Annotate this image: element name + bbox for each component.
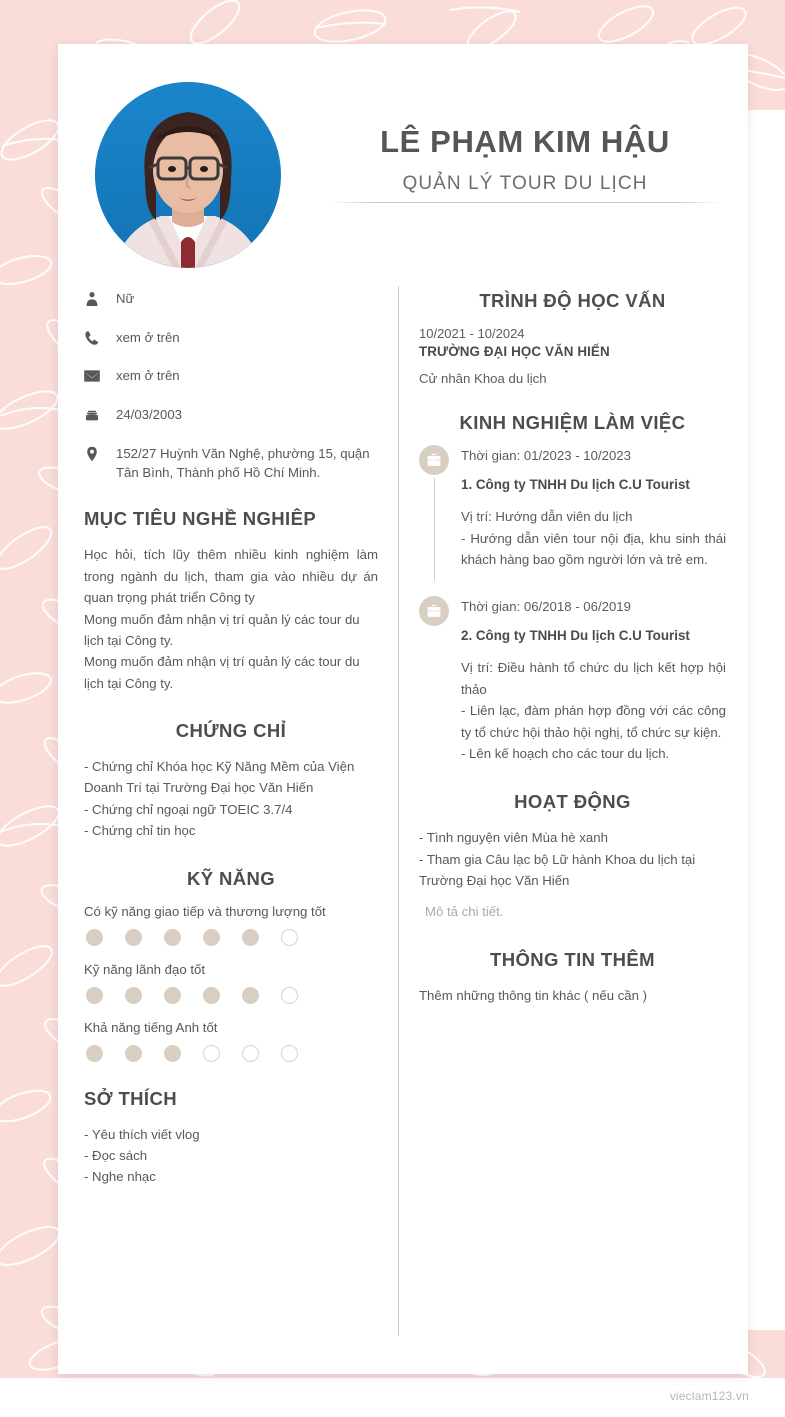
contact-value-email: xem ở trên [116,368,180,384]
person-icon [84,290,110,307]
rating-dot-filled[interactable] [203,987,220,1004]
avatar [95,82,281,268]
skills-title: KỸ NĂNG [186,867,276,889]
title-divider [328,202,722,203]
objective-line-3: Mong muốn đảm nhận vị trí quản lý các tour du lịch tại Công ty. [84,654,360,691]
extra-info-title: THÔNG TIN THÊM [490,948,655,970]
hobby-line: - Yêu thích viết vlog [84,1126,200,1142]
rating-dot-filled[interactable] [164,1045,181,1062]
activity-line: - Tình nguyện viên Mùa hè xanh [419,830,608,846]
certificates-section [84,720,378,842]
contact-row-gender [84,290,378,309]
phone-icon [84,329,110,346]
certificate-line: - Chứng chỉ ngoại ngữ TOEIC 3.7/4 [84,801,293,817]
left-column [58,286,398,1361]
contact-value-gender: Nữ [116,291,135,306]
experience-line: Vị trí: Điều hành tổ chức du lịch kết hợp hội thảo [461,659,726,697]
rating-dot-filled[interactable] [242,987,259,1004]
experience-line: Vị trí: Hướng dẫn viên du lịch [461,509,633,524]
contact-section [84,290,378,482]
education-section [419,290,726,386]
hobby-line: - Đọc sách [84,1147,148,1163]
skill-item [84,904,378,946]
photo-container [58,60,318,268]
activities-title: HOẠT ĐỘNG [514,791,631,813]
experience-company: 2. Công ty TNHH Du lịch C.U Tourist [461,627,690,643]
hobby-line: - Nghe nhạc [84,1169,156,1185]
timeline-line [434,478,436,581]
location-icon [84,445,110,462]
job-title: QUẢN LÝ TOUR DU LỊCH [402,172,648,194]
experience-time: Thời gian: 01/2023 - 10/2023 [461,448,631,463]
activities-placeholder: Mô tả chi tiết. [425,904,504,920]
rating-dot-filled[interactable] [125,987,142,1004]
hobbies-section [84,1088,378,1188]
skills-section [84,868,378,1062]
experience-item [419,448,726,571]
contact-row-phone[interactable] [84,329,378,348]
rating-dot-empty[interactable] [281,929,298,946]
rating-dot-filled[interactable] [86,987,103,1004]
contact-value-address: 152/27 Huỳnh Văn Nghệ, phường 15, quận Tân Bình, Thành phố Hồ Chí Minh. [116,445,370,480]
objective-section [84,508,378,694]
envelope-icon [84,367,110,384]
profile-photo-illustration [95,82,281,268]
experience-section [419,412,726,765]
experience-line: - Hướng dẫn viên tour nội địa, khu sinh thái khách hàng bao gồm người lớn và trẻ em. [461,530,726,568]
contact-value-phone: xem ở trên [116,329,180,345]
education-title: TRÌNH ĐỘ HỌC VẤN [479,290,666,311]
skill-item [84,1020,378,1062]
rating-dot-filled[interactable] [164,987,181,1004]
hobbies-title: SỞ THÍCH [84,1087,177,1109]
education-dates: 10/2021 - 10/2024 [419,326,525,341]
skill-label: Khả năng tiếng Anh tốt [84,1019,218,1035]
activity-line: - Tham gia Câu lạc bộ Lữ hành Khoa du lịch tại Trường Đại học Văn Hiến [419,851,696,888]
experience-spacer [419,575,726,599]
rating-dot-empty[interactable] [203,1045,220,1062]
contact-row-address [84,445,378,482]
rating-dot-empty[interactable] [242,1045,259,1062]
rating-dot-empty[interactable] [281,1045,298,1062]
skill-rating[interactable] [84,929,378,946]
contact-row-birthday [84,406,378,425]
education-major: Cử nhân Khoa du lịch [419,371,547,386]
education-school: TRƯỜNG ĐẠI HỌC VĂN HIẾN [419,344,610,359]
experience-line: - Lên kế hoạch cho các tour du lịch. [461,746,670,762]
experience-item [419,599,726,765]
rating-dot-filled[interactable] [86,929,103,946]
objective-title: MỤC TIÊU NGHỀ NGHIÊP [84,508,317,530]
candidate-name: LÊ PHẠM KIM HẬU [380,124,670,159]
certificates-title: CHỨNG CHỈ [175,720,287,742]
cv-card [58,44,748,1374]
experience-time: Thời gian: 06/2018 - 06/2019 [461,598,631,614]
objective-line-2: Mong muốn đảm nhận vị trí quản lý các tour du lịch tại Công ty. [84,611,360,648]
skill-label: Có kỹ năng giao tiếp và thương lượng tốt [84,903,326,919]
right-column [399,286,748,1361]
rating-dot-filled[interactable] [125,929,142,946]
experience-company: 1. Công ty TNHH Du lịch C.U Tourist [461,477,690,492]
name-block [318,60,748,203]
skill-label: Kỹ năng lãnh đạo tốt [84,961,205,977]
skill-item [84,962,378,1004]
rating-dot-filled[interactable] [242,929,259,946]
site-footer: vieclam123.vn [669,1389,749,1403]
contact-value-birthday: 24/03/2003 [116,407,183,423]
extra-info-section [419,949,726,1006]
rating-dot-filled[interactable] [164,929,181,946]
cake-icon [84,406,110,423]
certificate-line: - Chứng chỉ Khóa học Kỹ Năng Mềm của Viện Doanh Trí tại Trường Đại học Văn Hiến [84,759,355,796]
extra-info-text: Thêm những thông tin khác ( nếu cần ) [419,987,648,1003]
experience-line: - Liên lạc, đàm phán hợp đồng với các công ty tổ chức hội thảo hội nghị, tổ chức sự kiện. [461,703,726,740]
rating-dot-filled[interactable] [125,1045,142,1062]
cv-body [58,286,748,1361]
briefcase-icon [419,445,449,475]
rating-dot-filled[interactable] [86,1045,103,1062]
skill-rating[interactable] [84,987,378,1004]
rating-dot-filled[interactable] [203,929,220,946]
activities-section [419,791,726,923]
cv-header [58,44,748,268]
skill-rating[interactable] [84,1045,378,1062]
briefcase-icon [419,596,449,626]
experience-title: KINH NGHIỆM LÀM VIỆC [459,412,686,433]
contact-row-email[interactable] [84,367,378,386]
rating-dot-empty[interactable] [281,987,298,1004]
objective-line-1: Học hỏi, tích lũy thêm nhiều kinh nghiệm làm trong ngành du lịch, tham gia vào nhiều dự án quan trọng phát triển Công ty [84,547,378,606]
certificate-line: - Chứng chỉ tin học [84,823,196,839]
